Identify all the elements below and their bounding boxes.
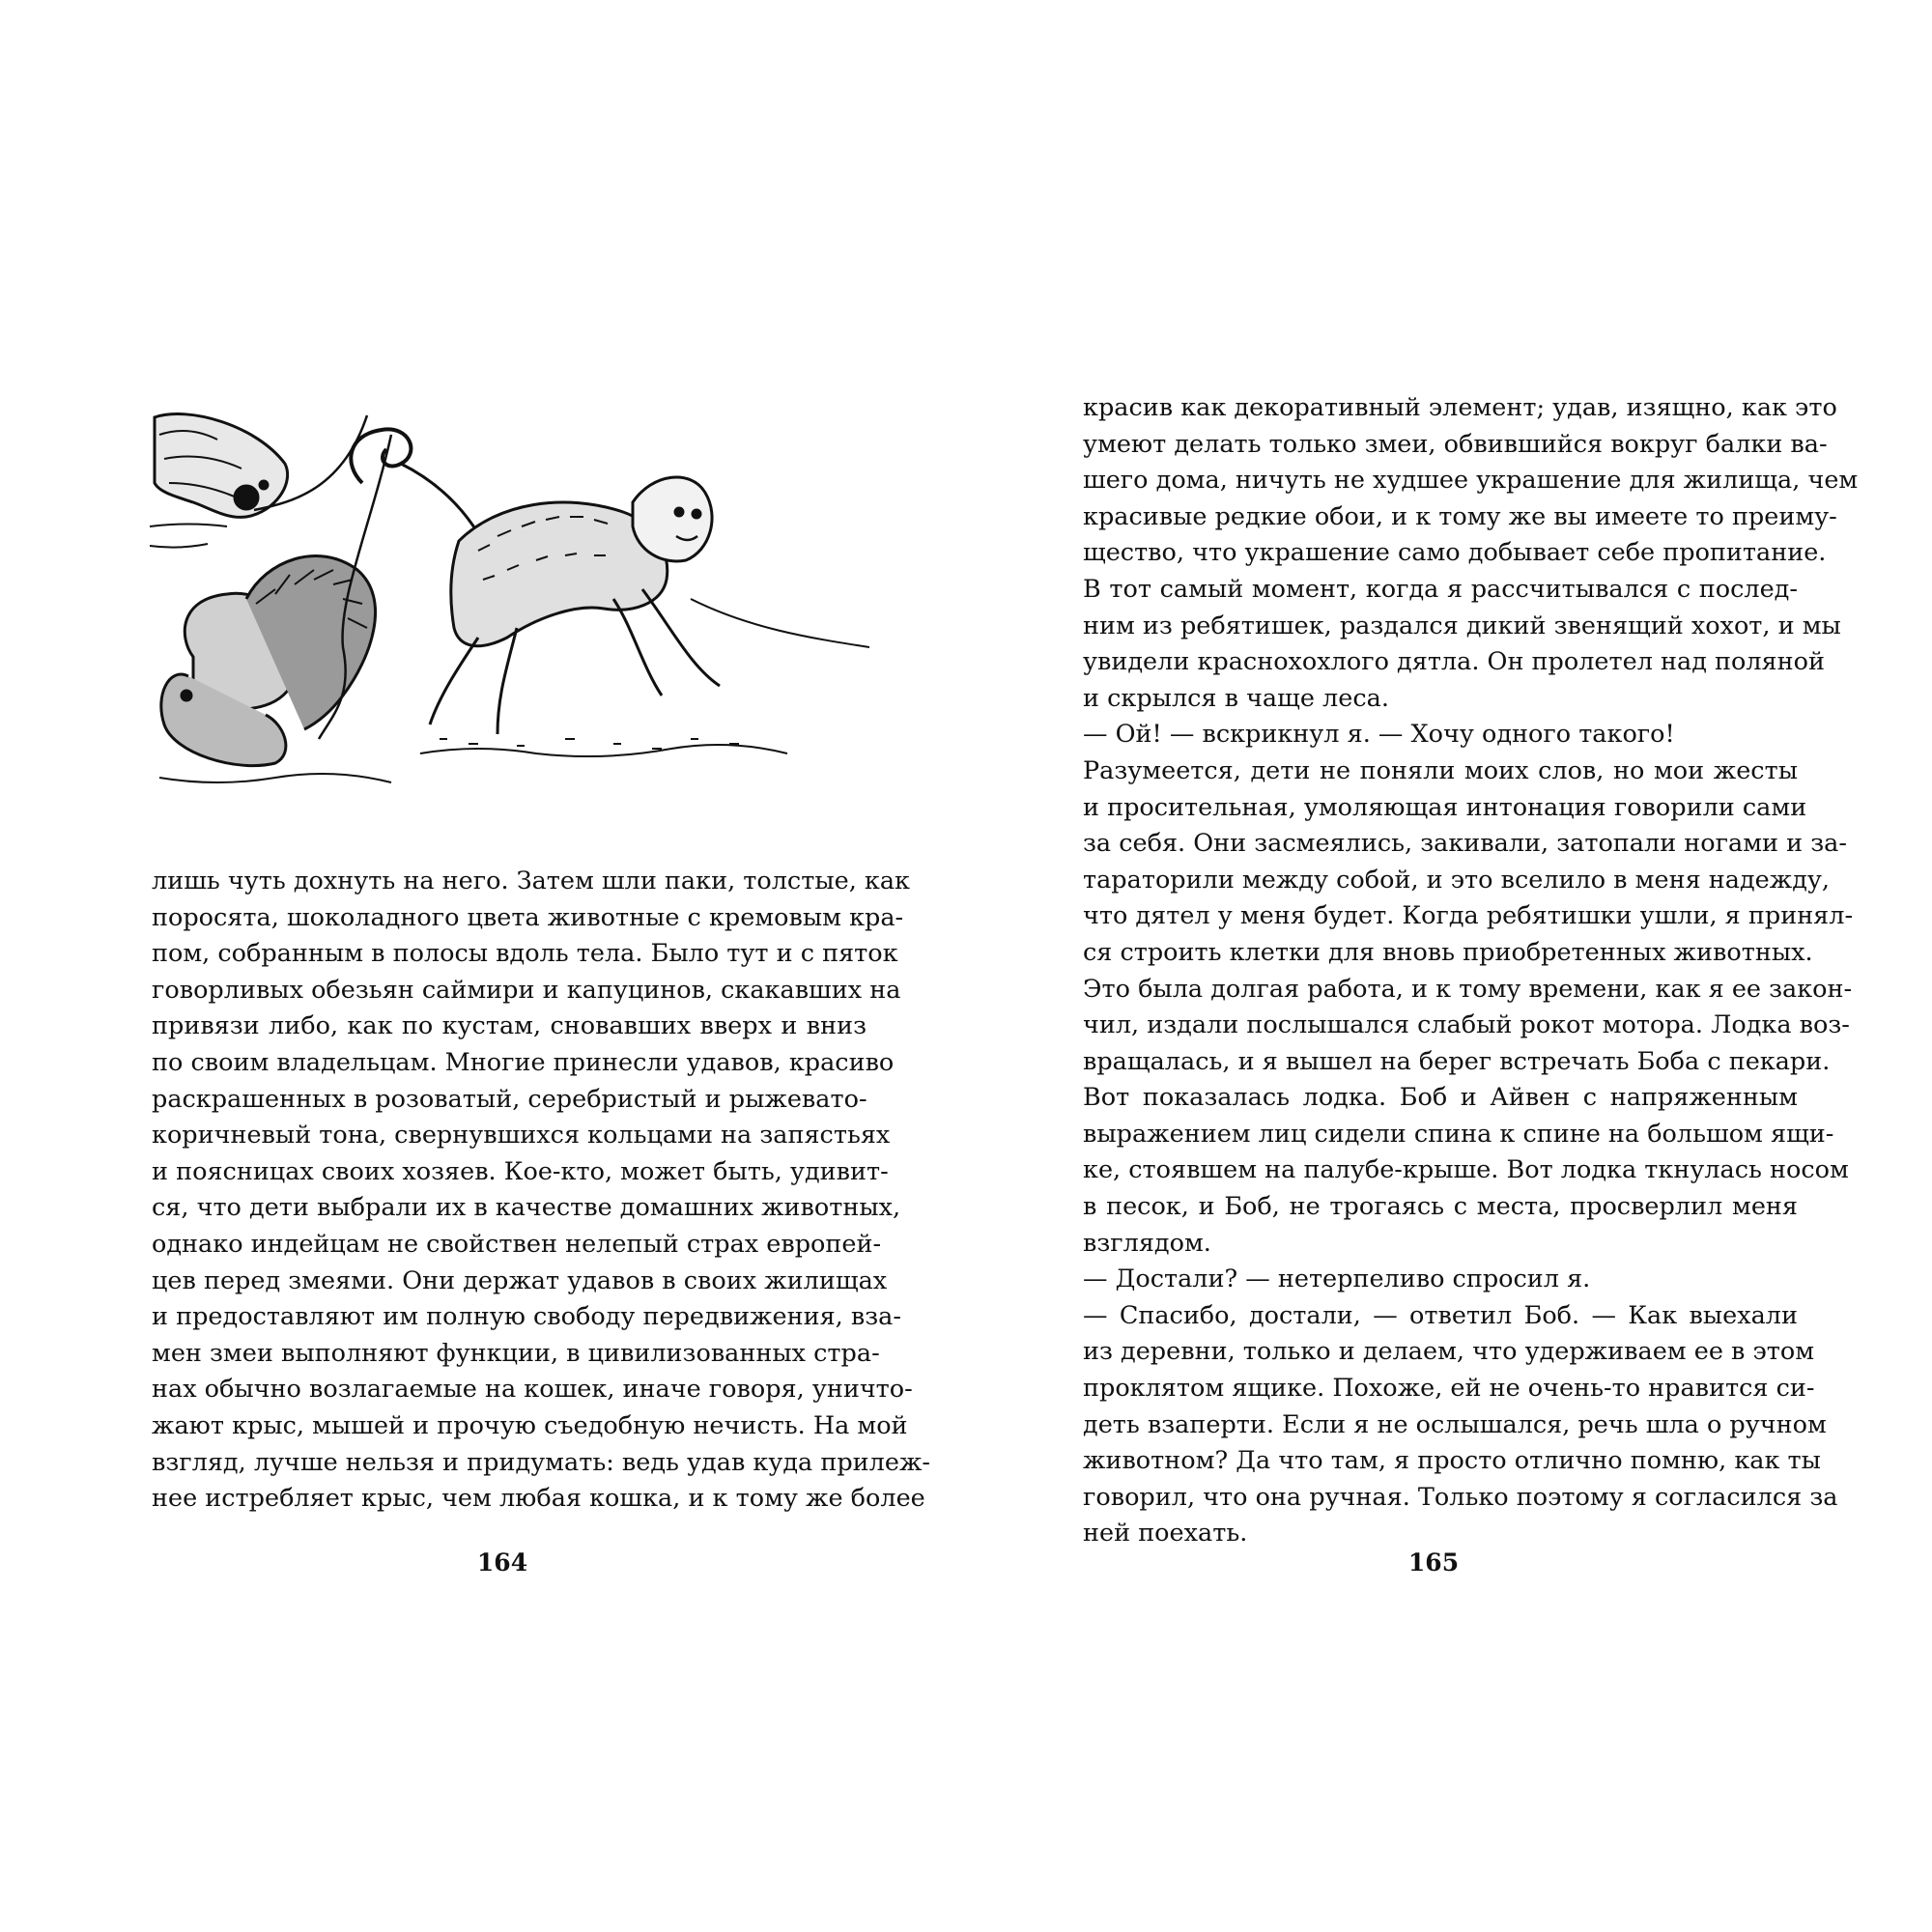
text-line: — Достали? — нетерпеливо спросил я.	[1083, 1264, 1591, 1294]
text-line: цев перед змеями. Они держат удавов в своих жилищах	[152, 1265, 888, 1295]
text-line: говорил, что она ручная. Только поэтому я согласился за	[1083, 1482, 1838, 1512]
text-line: — Спасибо, достали, — ответил Боб. — Как выехали	[1083, 1300, 1798, 1330]
text-line: поросята, шоколадного цвета животные с кремовым кра-	[152, 902, 904, 932]
text-line: В тот самый момент, когда я рассчитывался с послед-	[1083, 574, 1798, 604]
text-line: чил, издали послышался слабый рокот мотора. Лодка воз-	[1083, 1010, 1850, 1040]
text-line: Разумеется, дети не поняли моих слов, но мои жесты	[1083, 755, 1798, 785]
text-line: шего дома, ничуть не худшее украшение для жилища, чем	[1083, 466, 1859, 496]
text-line: говорливых обезьян саймири и капуцинов, скакавших на	[152, 975, 901, 1005]
text-line: по своим владельцам. Многие принесли удавов, красиво	[152, 1047, 895, 1077]
text-line: ним из ребятишек, раздался дикий звенящий хохот, и мы	[1083, 611, 1841, 640]
text-line: мен змеи выполняют функции, в цивилизованных стра-	[152, 1338, 880, 1368]
text-line: пом, собранным в полосы вдоль тела. Было тут и с пяток	[152, 939, 898, 969]
text-line: деть взаперти. Если я не ослышался, речь шла о ручном	[1083, 1409, 1827, 1439]
text-line: красивые редкие обои, и к тому же вы имеете то преиму-	[1083, 501, 1837, 531]
text-line: раскрашенных в розоватый, серебристый и рыжевато-	[152, 1084, 867, 1114]
text-line: щество, что украшение само добывает себе пропитание.	[1083, 538, 1827, 568]
text-line: вращалась, и я вышел на берег встречать Боба с пекари.	[1083, 1046, 1831, 1076]
text-line: жают крыс, мышей и прочую съедобную нечисть. На мой	[152, 1410, 908, 1440]
monkey-squirrel-rodent-drawing	[150, 406, 869, 831]
text-line: взгляд, лучше нельзя и придумать: ведь удав куда прилеж-	[152, 1447, 931, 1477]
text-line: нее истребляет крыс, чем любая кошка, и к тому же более	[152, 1484, 925, 1514]
page-number-right: 165	[1407, 1548, 1460, 1577]
text-line: что дятел у меня будет. Когда ребятишки ушли, я принял-	[1083, 901, 1854, 931]
text-line: Вот показалась лодка. Боб и Айвен с напряженным	[1083, 1083, 1798, 1113]
text-line: за себя. Они засмеялись, закивали, затопали ногами и за-	[1083, 829, 1847, 859]
text-line: нах обычно возлагаемые на кошек, иначе говоря, уничто-	[152, 1375, 913, 1405]
text-line: тараторили между собой, и это вселило в меня надежду,	[1083, 865, 1831, 895]
text-line: коричневый тона, свернувшихся кольцами на запястьях	[152, 1121, 891, 1151]
text-line: красив как декоративный элемент; удав, изящно, как это	[1083, 393, 1837, 422]
illustration-svg	[150, 406, 869, 831]
text-line: из деревни, только и делаем, что удерживаем ее в этом	[1083, 1337, 1815, 1367]
text-line: привязи либо, как по кустам, сновавших вверх и вниз	[152, 1011, 867, 1041]
monkey-figure	[351, 429, 869, 756]
text-line: выражением лиц сидели спина к спине на большом ящи-	[1083, 1119, 1834, 1149]
text-line: взглядом.	[1083, 1228, 1211, 1258]
text-line: однако индейцам не свойствен нелепый страх европей-	[152, 1229, 882, 1259]
left-page-body-text	[152, 864, 931, 1518]
text-line: и просительная, умоляющая интонация говорили сами	[1083, 792, 1807, 822]
page-number-left: 164	[476, 1548, 528, 1577]
text-line: животном? Да что там, я просто отлично помню, как ты	[1083, 1446, 1821, 1476]
text-line: и предоставляют им полную свободу передвижения, вза-	[152, 1302, 901, 1332]
text-line: увидели краснохохлого дятла. Он пролетел над поляной	[1083, 647, 1825, 677]
text-line: Это была долгая работа, и к тому времени, как я ее закон-	[1083, 974, 1853, 1004]
text-line: ся строить клетки для вновь приобретенных животных.	[1083, 937, 1813, 967]
text-line: ке, стоявшем на палубе-крыше. Вот лодка ткнулась носом	[1083, 1155, 1849, 1185]
text-line: — Ой! — вскрикнул я. — Хочу одного такого!	[1083, 720, 1675, 750]
rodent-figure	[150, 414, 367, 548]
text-line: лишь чуть дохнуть на него. Затем шли паки, толстые, как	[152, 867, 910, 895]
text-line: ся, что дети выбрали их в качестве домашних животных,	[152, 1193, 901, 1223]
right-page	[966, 0, 1932, 1932]
text-line: и поясницах своих хозяев. Кое-кто, может быть, удивит-	[152, 1156, 889, 1186]
text-line: ней поехать.	[1083, 1519, 1248, 1548]
right-page-body-text	[1083, 390, 1859, 1552]
text-line: умеют делать только змеи, обвившийся вокруг балки ва-	[1083, 429, 1828, 459]
text-line: в песок, и Боб, не трогаясь с места, просверлил меня	[1083, 1192, 1798, 1222]
text-line: и скрылся в чаще леса.	[1083, 683, 1389, 713]
text-line: проклятом ящике. Похоже, ей не очень-то нравится си-	[1083, 1374, 1815, 1404]
